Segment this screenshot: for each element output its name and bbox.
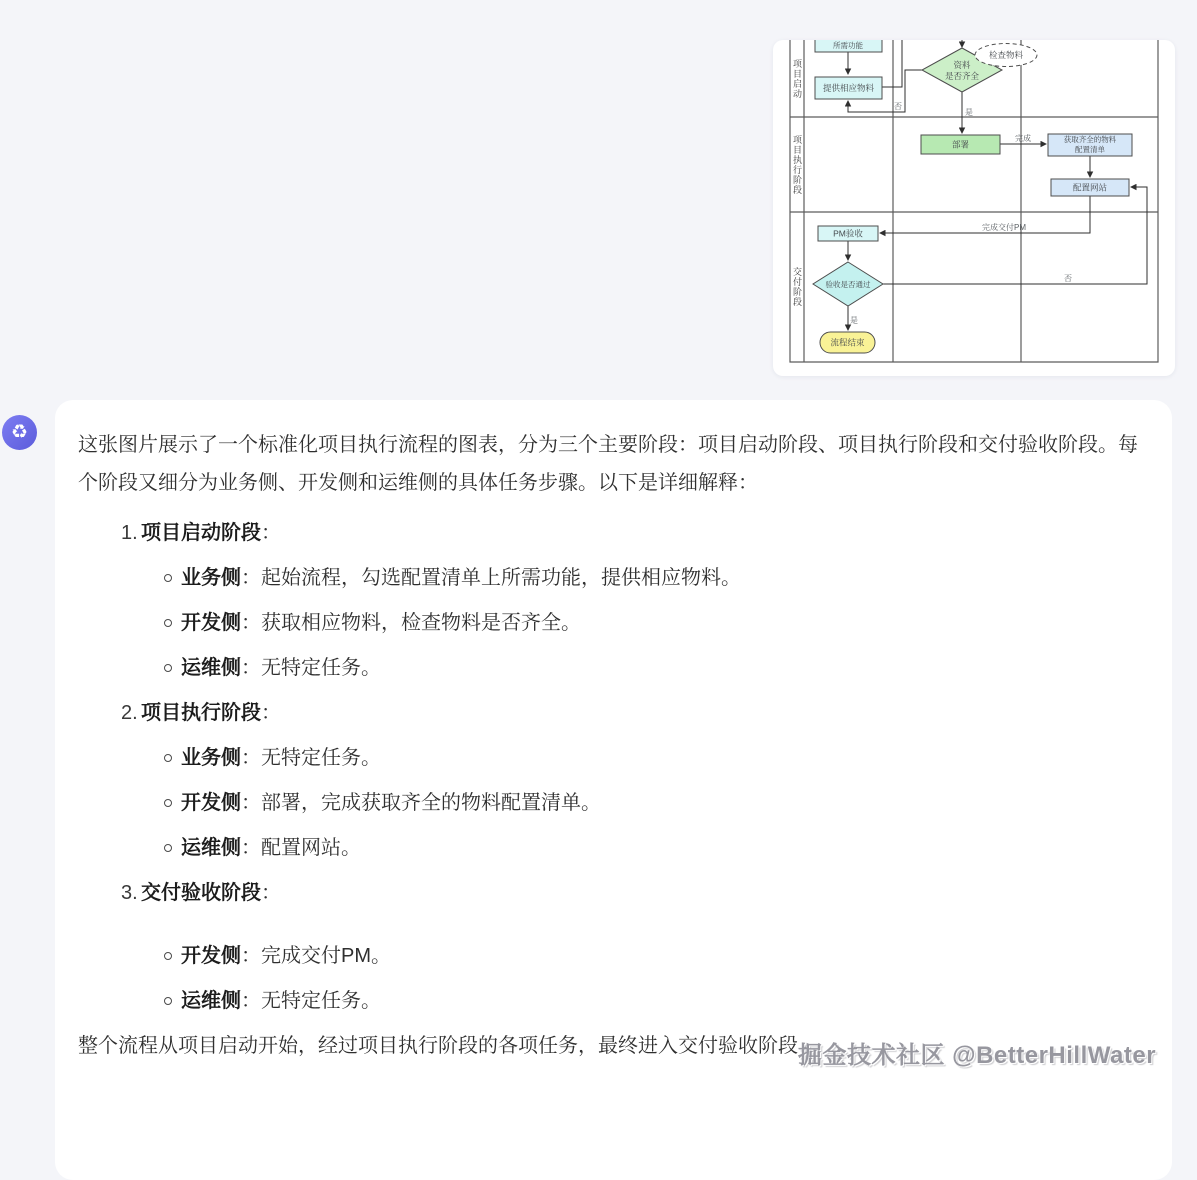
list-item [78,943,1145,969]
edge-label-done: 完成 [1015,134,1031,143]
label-end: 流程结束 [830,337,865,348]
edge-label-no2: 否 [1064,274,1072,283]
phase-1-number: 1. [121,522,138,544]
sub-text: ：部署，完成获取齐全的物料配置清单。 [241,792,601,814]
phase-3-colon: ： [261,882,281,904]
bullet-circle-icon [164,952,172,960]
label-get-list-1: 获取齐全的物料 [1063,135,1117,144]
label-deploy: 部署 [951,139,970,150]
assistant-logo-icon: ♻ [10,422,29,443]
phase-2-header [78,700,1145,726]
list-item-phase-1 [78,520,1145,681]
edge-label-deliver: 完成交付PM [982,223,1026,232]
sub-label: 业务侧 [181,747,241,769]
label-check-ellipse: 检查物料 [988,50,1024,60]
bullet-circle-icon [164,844,172,852]
juejin-watermark: 掘金技术社区 @BetterHillWater [798,1042,1157,1069]
sub-text: ：获取相应物料，检查物料是否齐全。 [241,612,581,634]
phase-list [78,520,1145,1014]
list-item [78,565,1145,591]
bullet-circle-icon [164,754,172,762]
label-pm-accept: PM验收 [833,228,863,239]
list-item [78,610,1145,636]
phase-1-title: 项目启动阶段 [141,522,261,544]
phase-3-header [78,880,1145,906]
sub-text: ：起始流程，勾选配置清单上所需功能，提供相应物料。 [241,567,741,589]
flowchart-svg [773,40,1175,376]
bullet-circle-icon [164,799,172,807]
phase-2-number: 2. [121,702,138,724]
label-accept-diamond: 验收是否通过 [825,280,871,289]
sub-label: 运维侧 [181,990,241,1012]
phase-1-header [78,520,1145,546]
list-item [78,745,1145,771]
sub-label: 开发侧 [181,612,241,634]
label-check-diamond-2: 是否齐全 [944,71,980,81]
label-config-site: 配置网站 [1072,182,1108,193]
phase-3-sublist [78,943,1145,1014]
phase-1-colon: ： [261,522,281,544]
label-cut-box: 所需功能 [833,41,863,50]
list-item [78,655,1145,681]
sub-text: ：完成交付PM。 [241,945,391,967]
phase-2-sublist [78,745,1145,861]
outro-paragraph: 整个流程从项目启动开始，经过项目执行阶段的各项任务，最终进入交付验收阶段 [78,1035,798,1057]
sub-label: 运维侧 [181,837,241,859]
phase-2-colon: ： [261,702,281,724]
attachment-flowchart-image[interactable] [773,40,1175,376]
bullet-circle-icon [164,619,172,627]
lane-label-project-start: 项目启动 [792,58,802,99]
edge-label-yes2: 是 [850,316,858,325]
phase-3-title: 交付验收阶段 [141,882,261,904]
list-item-phase-2 [78,700,1145,861]
lane-label-delivery: 交付阶段 [792,267,802,307]
bullet-circle-icon [164,574,172,582]
sub-label: 开发侧 [181,792,241,814]
sub-text: ：无特定任务。 [241,990,381,1012]
edge-label-no1: 否 [894,102,902,111]
label-get-list-2: 配置清单 [1075,145,1105,154]
sub-text: ：配置网站。 [241,837,361,859]
phase-1-sublist [78,565,1145,681]
sub-label: 业务侧 [181,567,241,589]
bullet-circle-icon [164,997,172,1005]
sub-text: ：无特定任务。 [241,657,381,679]
intro-paragraph: 这张图片展示了一个标准化项目执行流程的图表，分为三个主要阶段：项目启动阶段、项目执行阶段和交付验收阶段。每个阶段又细分为业务侧、开发侧和运维侧的具体任务步骤。以下是详细解释： [78,434,1138,494]
list-item [78,790,1145,816]
sub-text: ：无特定任务。 [241,747,381,769]
list-item-phase-3 [78,880,1145,1014]
list-item [78,988,1145,1014]
lane-label-project-exec: 项目执行阶段 [792,134,802,195]
assistant-avatar [2,415,37,450]
bullet-circle-icon [164,664,172,672]
phase-2-title: 项目执行阶段 [141,702,261,724]
list-item [78,835,1145,861]
sub-label: 运维侧 [181,657,241,679]
label-check-diamond-1: 资料 [953,60,971,70]
sub-label: 开发侧 [181,945,241,967]
edge-label-yes1: 是 [965,108,973,117]
phase-3-number: 3. [121,882,138,904]
label-provide: 提供相应物料 [822,83,875,93]
